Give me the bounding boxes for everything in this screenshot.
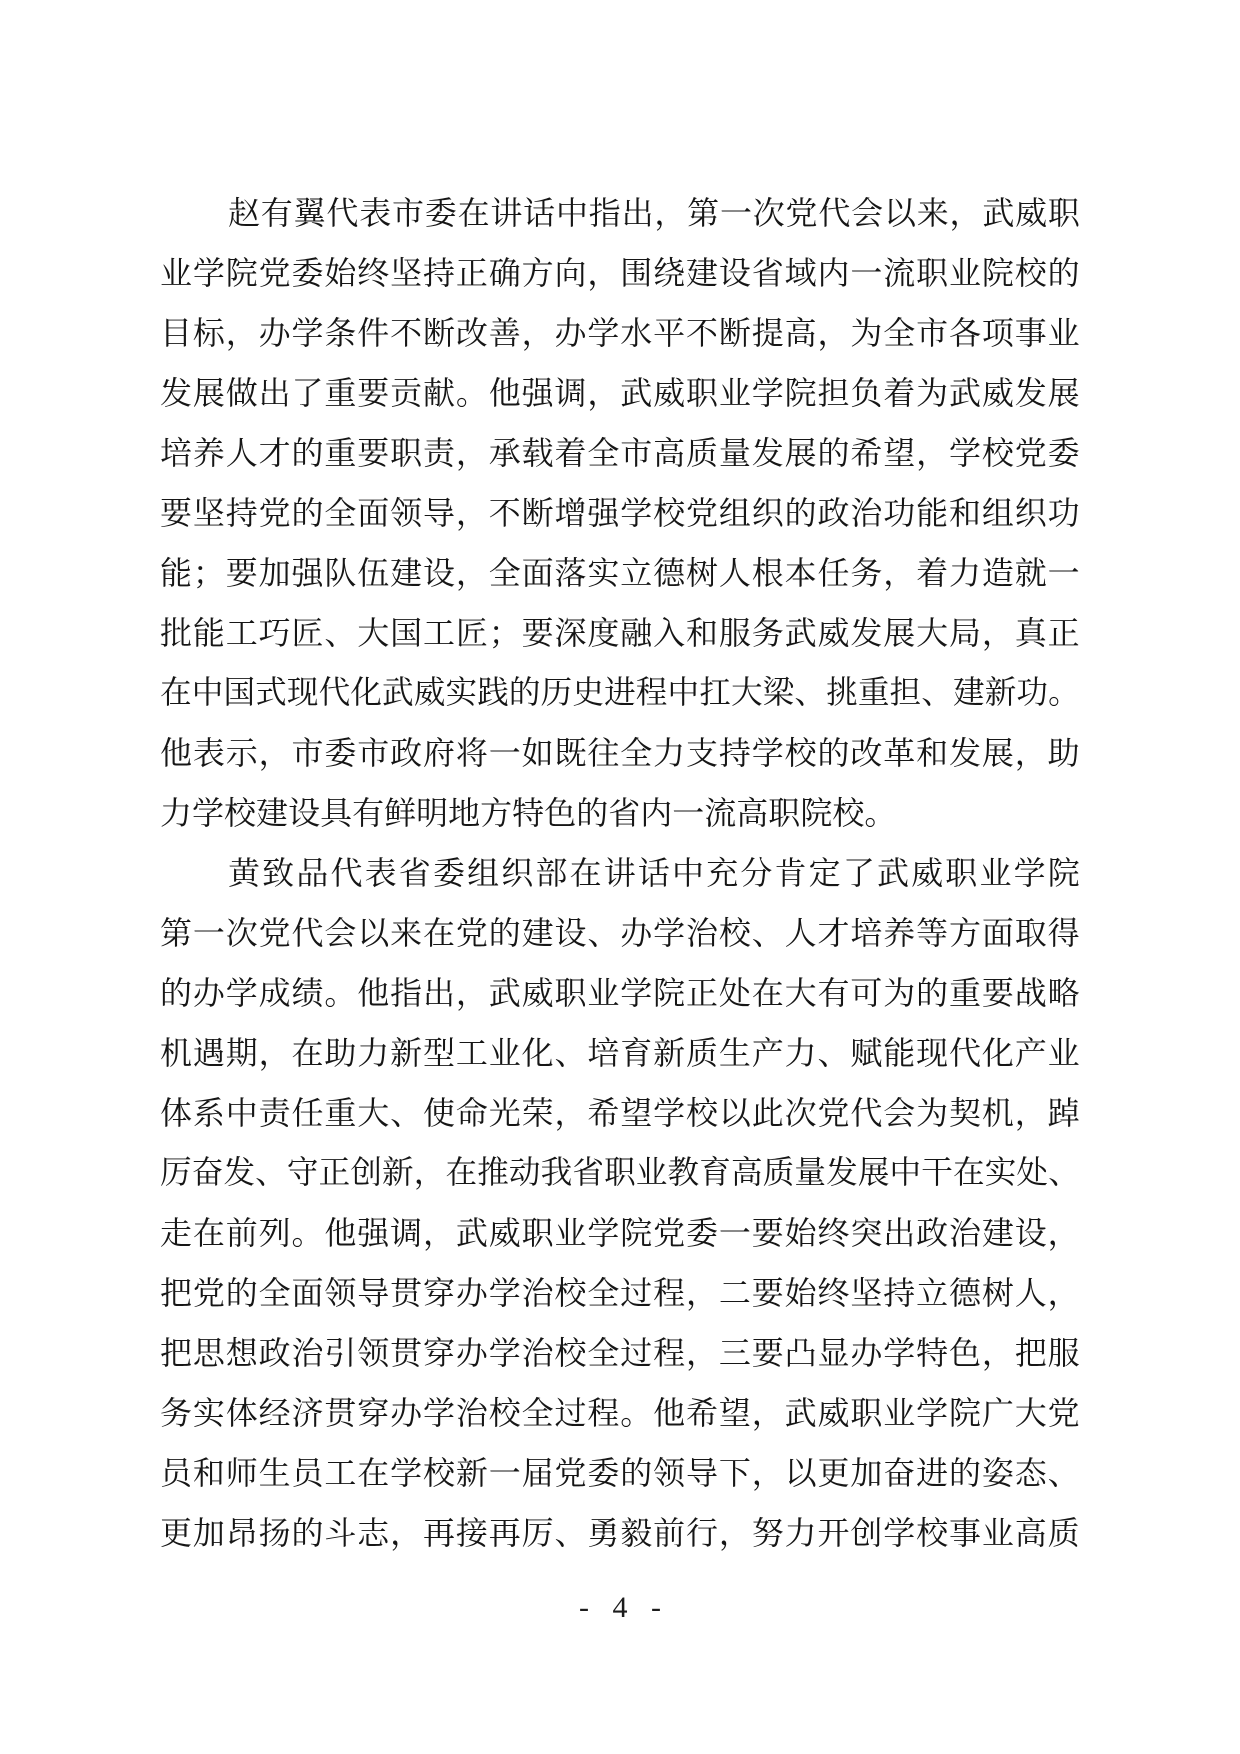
text-line: 业 学 院 党 委 始 终 坚 持 正 确 方 向 ， 围 绕 建 设 省 域 内 一 流 职 业 院 校 的 <box>160 255 1080 291</box>
text-line: 批 能 工 巧 匠 、 大 国 工 匠 ； 要 深 度 融 入 和 服 务 武 威 发 展 大 局 ， 真 正 <box>160 615 1080 651</box>
text-line: 目 标 ， 办 学 条 件 不 断 改 善 ， 办 学 水 平 不 断 提 高 ， 为 全 市 各 项 事 业 <box>160 315 1080 351</box>
text-line: 能 ； 要 加 强 队 伍 建 设 ， 全 面 落 实 立 德 树 人 根 本 任 务 ， 着 力 造 就 一 <box>160 555 1080 591</box>
text-line: 要 坚 持 党 的 全 面 领 导 ， 不 断 增 强 学 校 党 组 织 的 政 治 功 能 和 组 织 功 <box>160 495 1080 531</box>
document-body <box>160 183 1080 1563</box>
text-line: 他 表 示 ， 市 委 市 政 府 将 一 如 既 往 全 力 支 持 学 校 的 改 革 和 发 展 ， 助 <box>160 735 1080 771</box>
text-line: 员 和 师 生 员 工 在 学 校 新 一 届 党 委 的 领 导 下 ， 以 更 加 奋 进 的 姿 态 、 <box>160 1455 1080 1491</box>
text-line: 第 一 次 党 代 会 以 来 在 党 的 建 设 、 办 学 治 校 、 人 才 培 养 等 方 面 取 得 <box>160 915 1080 951</box>
text-line: 黄 致 品 代 表 省 委 组 织 部 在 讲 话 中 充 分 肯 定 了 武 威 职 业 学 院 <box>228 855 1080 891</box>
text-line: 发 展 做 出 了 重 要 贡 献 。 他 强 调 ， 武 威 职 业 学 院 担 负 着 为 武 威 发 展 <box>160 375 1080 411</box>
text-line: 把 思 想 政 治 引 领 贯 穿 办 学 治 校 全 过 程 ， 三 要 凸 显 办 学 特 色 ， 把 服 <box>160 1335 1080 1371</box>
text-line: 更 加 昂 扬 的 斗 志 ， 再 接 再 厉 、 勇 毅 前 行 ， 努 力 开 创 学 校 事 业 高 质 <box>160 1515 1080 1551</box>
text-line: 务 实 体 经 济 贯 穿 办 学 治 校 全 过 程 。 他 希 望 ， 武 威 职 业 学 院 广 大 党 <box>160 1395 1080 1431</box>
text-line: 机 遇 期 ， 在 助 力 新 型 工 业 化 、 培 育 新 质 生 产 力 、 赋 能 现 代 化 产 业 <box>160 1035 1080 1071</box>
paragraph <box>160 843 1080 1563</box>
page-number: - 4 - <box>579 1591 661 1624</box>
text-line: 体 系 中 责 任 重 大 、 使 命 光 荣 ， 希 望 学 校 以 此 次 党 代 会 为 契 机 ， 踔 <box>160 1095 1080 1131</box>
text-line: 的 办 学 成 绩 。 他 指 出 ， 武 威 职 业 学 院 正 处 在 大 有 可 为 的 重 要 战 略 <box>160 975 1080 1011</box>
text-line: 在 中 国 式 现 代 化 武 威 实 践 的 历 史 进 程 中 扛 大 梁 、 挑 重 担 、 建 新 功 。 <box>160 675 1080 710</box>
text-line: 把 党 的 全 面 领 导 贯 穿 办 学 治 校 全 过 程 ， 二 要 始 终 坚 持 立 德 树 人 ， <box>160 1275 1080 1311</box>
paragraph <box>160 183 1080 843</box>
text-line: 走 在 前 列 。 他 强 调 ， 武 威 职 业 学 院 党 委 一 要 始 终 突 出 政 治 建 设 ， <box>160 1215 1080 1251</box>
text-line: 赵 有 翼 代 表 市 委 在 讲 话 中 指 出 ， 第 一 次 党 代 会 以 来 ， 武 威 职 <box>228 195 1080 231</box>
text-line: 厉 奋 发 、 守 正 创 新 ， 在 推 动 我 省 职 业 教 育 高 质 量 发 展 中 干 在 实 处 、 <box>160 1155 1080 1190</box>
text-line: 力 学 校 建 设 具 有 鲜 明 地 方 特 色 的 省 内 一 流 高 职 院 校 。 <box>160 795 897 831</box>
text-line: 培 养 人 才 的 重 要 职 责 ， 承 载 着 全 市 高 质 量 发 展 的 希 望 ， 学 校 党 委 <box>160 435 1080 471</box>
